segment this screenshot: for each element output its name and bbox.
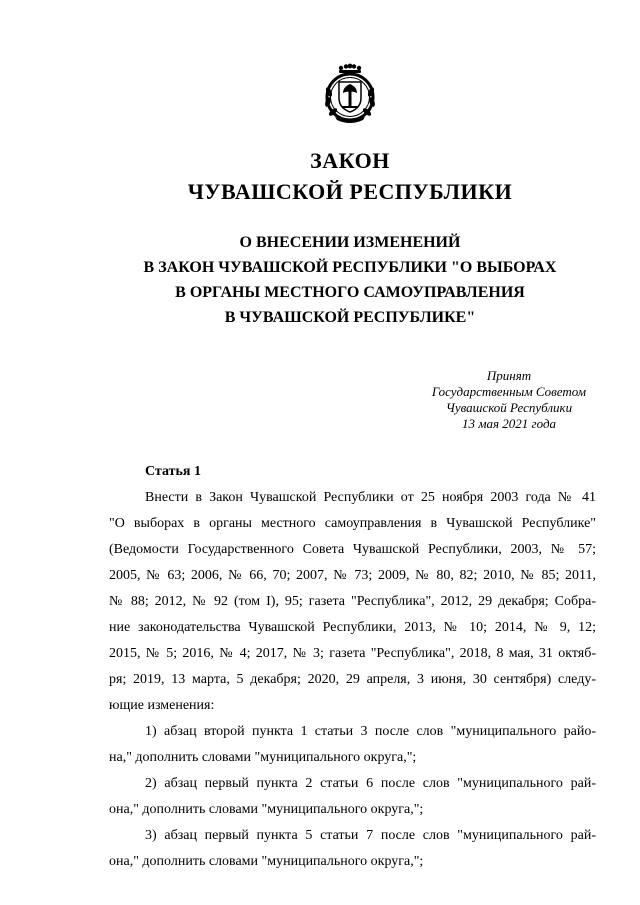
paragraph-line: ние законодательства Чувашской Республики, 2013, № 10; 2014, № 9, 12; — [109, 620, 596, 635]
adoption-line: Государственным Советом — [431, 384, 587, 399]
adoption-date: 13 мая 2021 года — [461, 416, 557, 431]
article-heading: Статья 1 — [145, 464, 201, 479]
article-body — [109, 459, 596, 875]
paragraph-line: 2005, № 63; 2006, № 66, 70; 2007, № 73; 2009, № 80, 82; 2010, № 85; 2011, — [109, 568, 596, 583]
article-item-2 — [109, 771, 596, 823]
paragraph-line: ря; 2019, 13 марта, 5 декабря; 2020, 29 апреля, 3 июня, 30 сентября) следу- — [109, 672, 596, 687]
paragraph-line: Внести в Закон Чувашской Республики от 25 ноября 2003 года № 41 — [145, 490, 596, 505]
adoption-line: Чувашской Республики — [445, 400, 573, 415]
subtitle-line: В ЗАКОН ЧУВАШСКОЙ РЕСПУБЛИКИ "О ВЫБОРАХ — [143, 259, 557, 276]
adoption-line: Принят — [486, 368, 532, 383]
article-item-3 — [109, 823, 596, 875]
article-item-1 — [109, 719, 596, 771]
chuvash-republic-emblem-icon — [319, 62, 381, 124]
document-title-republic: ЧУВАШСКОЙ РЕСПУБЛИКИ — [187, 179, 513, 204]
paragraph-line: 2) абзац первый пункта 2 статьи 6 после слов "муниципального рай- — [145, 776, 596, 791]
paragraph-line: на," дополнить словами "муниципального округа,"; — [109, 750, 417, 765]
paragraph-line: "О выборах в органы местного самоуправления в Чувашской Республике" — [109, 516, 596, 531]
paragraph-line: 1) абзац второй пункта 1 статьи 3 после слов "муниципального райо- — [145, 724, 596, 739]
adoption-note — [415, 368, 603, 432]
paragraph-line: (Ведомости Государственного Совета Чувашской Республики, 2003, № 57; — [109, 542, 596, 557]
paragraph-line: ющие изменения: — [109, 698, 215, 713]
paragraph-line: 3) абзац первый пункта 5 статьи 7 после слов "муниципального рай- — [145, 828, 596, 843]
subtitle-line: В ЧУВАШСКОЙ РЕСПУБЛИКЕ" — [224, 309, 476, 326]
document-title-law: ЗАКОН — [310, 148, 390, 173]
paragraph-line: № 88; 2012, № 92 (том I), 95; газета "Республика", 2012, 29 декабря; Собра- — [109, 594, 596, 609]
subtitle-line: В ОРГАНЫ МЕСТНОГО САМОУПРАВЛЕНИЯ — [175, 284, 525, 301]
document-subtitle — [0, 230, 640, 330]
paragraph-line: 2015, № 5; 2016, № 4; 2017, № 3; газета "Республика", 2018, 8 мая, 31 октяб- — [109, 646, 596, 661]
subtitle-line: О ВНЕСЕНИИ ИЗМЕНЕНИЙ — [239, 234, 461, 251]
paragraph-line: она," дополнить словами "муниципального округа,"; — [109, 802, 424, 817]
paragraph-line: она," дополнить словами "муниципального округа,"; — [109, 854, 424, 869]
article-intro-paragraph — [109, 485, 596, 719]
